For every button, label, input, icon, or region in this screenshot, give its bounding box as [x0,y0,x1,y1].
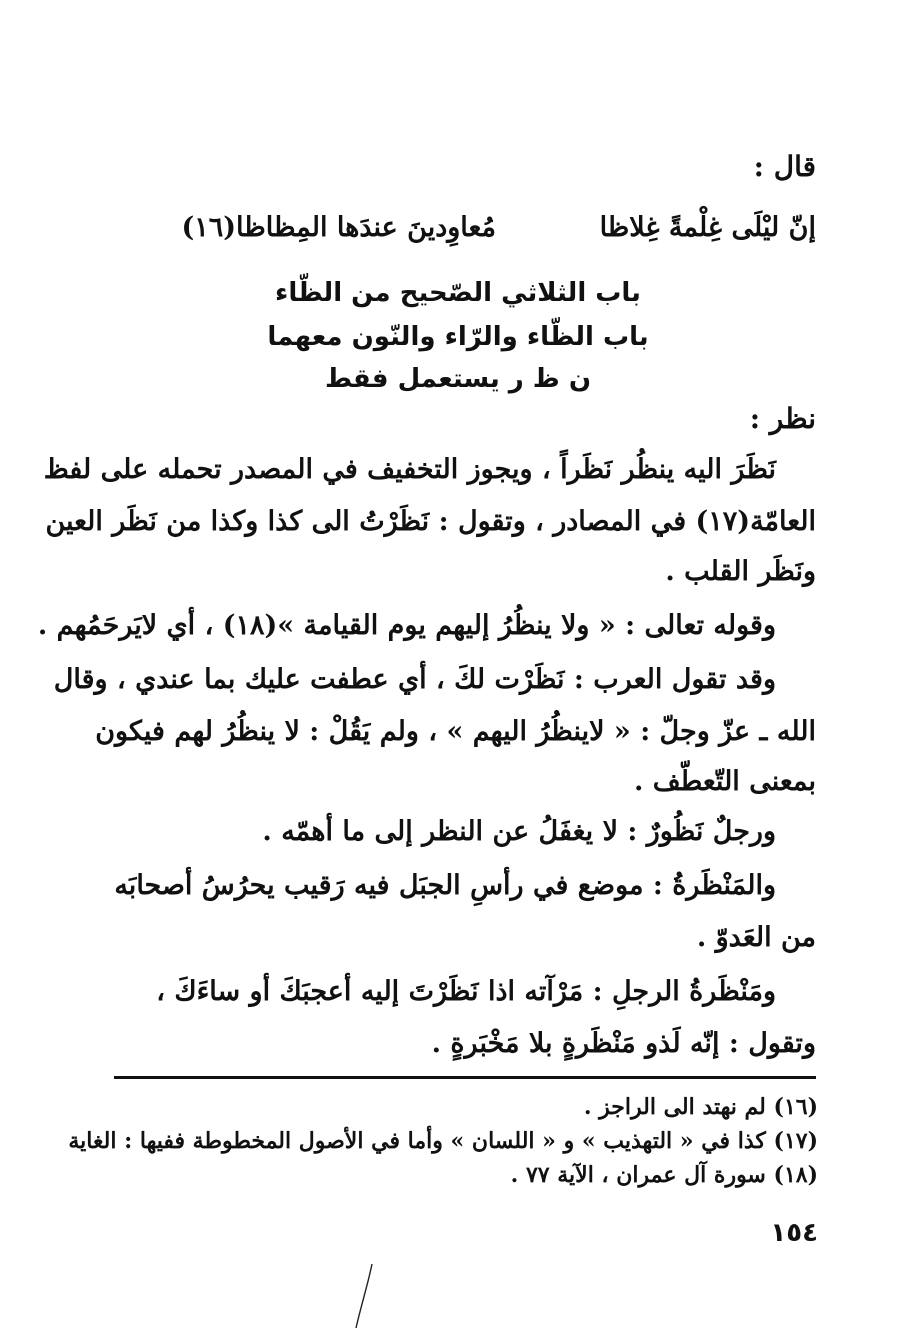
page-number: ١٥٤ [770,1218,818,1248]
text-line: ومَنْظَرةُ الرجلِ : مَرْآته اذا نَظَرْتَ إليه أعجبَكَ أو ساءَكَ ، [156,976,776,1007]
text-line: وتقول : إنّه لَذو مَنْظَرةٍ بلا مَخْبَرةٍ . [431,1028,816,1059]
text-line: نَظَرَ اليه ينظُر نَظَراً ، ويجوز التخفيف في المصدر تحمله على لفظ [43,454,776,485]
footnote-rule [114,1076,816,1079]
text-line: من العَدوّ . [696,922,816,953]
qal-label: قال : [753,150,816,183]
chapter-heading: باب الثلاثي الصّحيح من الظّاء [275,278,641,308]
verse-second-hemistich: مُعاوِدينَ عندَها المِظاظا(١٦) [181,212,496,243]
section-heading: باب الظّاء والرّاء والنّون معهما [267,322,649,352]
entry-title: نظر : [749,402,816,435]
text-line: العامّة(١٧) في المصادر ، وتقول : نَظَرْتُ الى كذا وكذا من نَظَر العين [45,506,816,537]
text-line: وقوله تعالى : « ولا ينظُرُ إليهم يوم القيامة »(١٨) ، أي لايَرحَمُهم . [37,610,776,641]
stray-pen-mark [350,1262,378,1332]
footnote-16: (١٦) لم نهتد الى الراجز . [583,1094,818,1120]
text-line: الله ـ عزّ وجلّ : « لاينظُرُ اليهم » ، ولم يَقُلْ : لا ينظُرُ لهم فيكون [95,716,816,747]
text-line: بمعنى التّعطّف . [634,766,816,797]
footnote-18: (١٨) سورة آل عمران ، الآية ٧٧ . [510,1162,818,1188]
footnote-17: (١٧) كذا في « التهذيب » و « اللسان » وأما في الأصول المخطوطة ففيها : الغاية [68,1128,818,1154]
root-heading: ن ظ ر يستعمل فقط [324,364,592,394]
text-line: وقد تقول العرب : نَظَرْت لكَ ، أي عطفت عليك بما عندي ، وقال [53,664,776,695]
text-line: ورجلٌ نَظُورٌ : لا يغفَلُ عن النظر إلى ما أهمّه . [262,816,776,847]
text-line: ونَظَر القلب . [665,556,816,587]
text-line: والمَنْظَرةُ : موضع في رأسِ الجبَل فيه رَقيب يحرُسُ أصحابَه [114,870,776,901]
verse-first-hemistich: إنّ ليْلَى غِلْمةً غِلاظا [599,212,816,243]
